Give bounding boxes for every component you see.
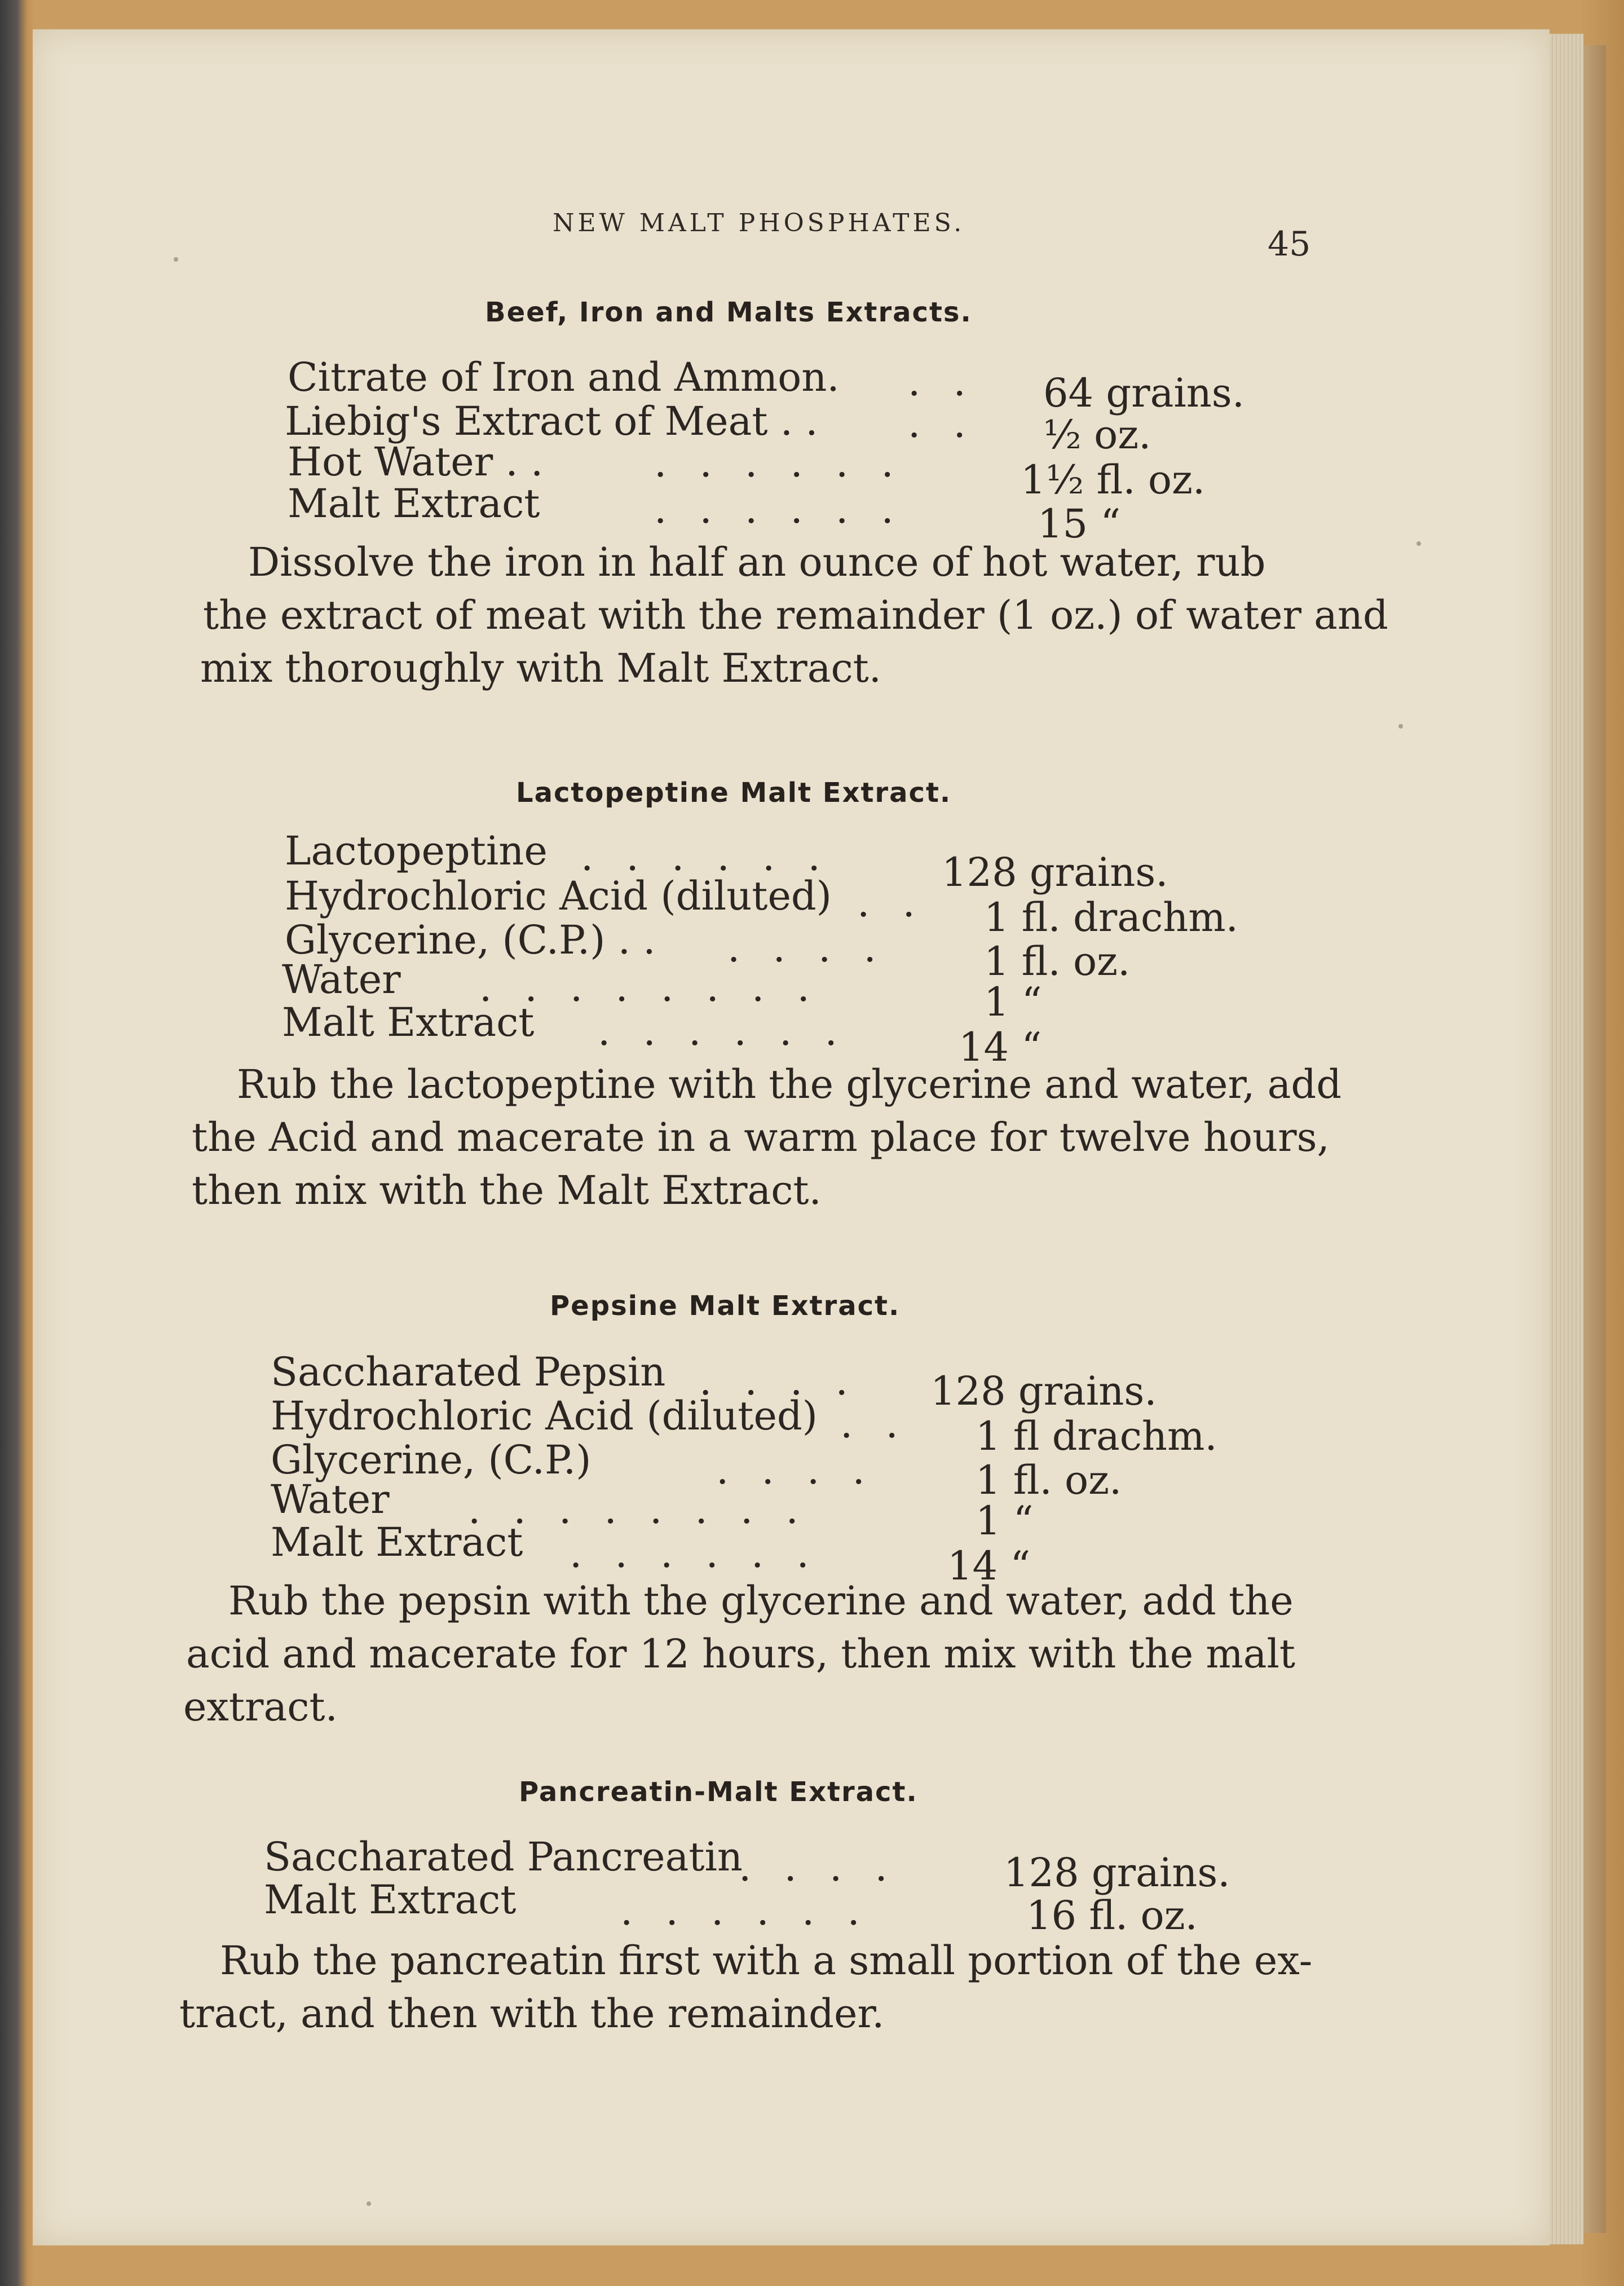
section-title: Beef, Iron and Malts Extracts. — [485, 297, 972, 328]
leader-dots: . . . . . . — [654, 440, 904, 486]
leader-dots: . . . . . . — [581, 833, 831, 880]
paragraph-line: Dissolve the iron in half an ounce of hot water, rub — [248, 539, 1266, 585]
ingredient-quantity: ½ oz. — [1043, 412, 1151, 458]
leader-dots: . . — [908, 400, 976, 447]
ingredient-name: Water — [282, 956, 401, 1003]
ingredient-quantity: 128 grains. — [930, 1368, 1157, 1414]
ingredient-name: Malt Extract — [271, 1519, 523, 1565]
ingredient-name: Water — [271, 1476, 390, 1522]
ingredient-quantity: 64 grains. — [1043, 370, 1245, 416]
leader-dots: . . . . . . . . — [479, 964, 820, 1010]
ingredient-quantity: 14 “ — [959, 1024, 1042, 1070]
ingredient-name: Malt Extract — [288, 480, 540, 527]
paragraph-line: Rub the pepsin with the glycerine and water, add the — [228, 1578, 1294, 1624]
ingredient-quantity: 1 “ — [976, 1498, 1034, 1544]
paragraph-line: tract, and then with the remainder. — [179, 1991, 885, 2037]
paper-speck — [1416, 541, 1421, 546]
paragraph-line: extract. — [183, 1684, 338, 1730]
cover-edge — [1583, 45, 1606, 2233]
ingredient-quantity: 1½ fl. oz. — [1021, 457, 1206, 503]
leader-dots: . . — [857, 880, 925, 926]
section-title: Lactopeptine Malt Extract. — [516, 777, 952, 809]
paragraph-line: the Acid and macerate in a warm place for twelve hours, — [192, 1114, 1330, 1160]
leader-dots: . . . . — [716, 1447, 875, 1493]
ingredient-quantity: 1 fl drachm. — [976, 1413, 1217, 1459]
paragraph-line: Rub the lactopeptine with the glycerine and water, add — [237, 1061, 1342, 1107]
ingredient-name: Lactopeptine — [285, 828, 548, 874]
paragraph-line: acid and macerate for 12 hours, then mix with the malt — [186, 1631, 1296, 1677]
ingredient-quantity: 128 grains. — [1004, 1850, 1230, 1896]
leader-dots: . . . . . . — [570, 1530, 819, 1577]
ingredient-name: Glycerine, (C.P.) . . — [285, 917, 656, 963]
ingredient-quantity: 16 fl. oz. — [1026, 1892, 1198, 1939]
paper-speck — [367, 2201, 371, 2206]
section-title: Pancreatin-Malt Extract. — [519, 1776, 918, 1808]
ingredient-quantity: 15 “ — [1038, 501, 1121, 547]
leader-dots: . . . . . . — [598, 1008, 848, 1054]
paper-speck — [174, 257, 178, 262]
ingredient-quantity: 1 fl. drachm. — [984, 894, 1238, 941]
ingredient-name: Malt Extract — [282, 999, 535, 1045]
leader-dots: . . . . . . — [654, 486, 904, 532]
ingredient-name: Malt Extract — [264, 1877, 517, 1923]
ingredient-name: Hydrochloric Acid (diluted) — [271, 1393, 818, 1439]
page-number: 45 — [1268, 224, 1311, 264]
leader-dots: . . . . . . . . — [468, 1486, 809, 1533]
paper-speck — [1398, 724, 1403, 729]
ingredient-quantity: 1 “ — [984, 979, 1042, 1025]
ingredient-quantity: 1 fl. oz. — [984, 938, 1131, 985]
ingredient-name: Saccharated Pancreatin — [264, 1834, 743, 1880]
ingredient-quantity: 1 fl. oz. — [976, 1457, 1122, 1503]
ingredient-name: Liebig's Extract of Meat . . — [285, 398, 818, 444]
leader-dots: . . . . . . — [620, 1888, 870, 1934]
leader-dots: . . — [840, 1401, 908, 1447]
paragraph-line: the extract of meat with the remainder (1 oz.) of water and — [203, 592, 1388, 638]
section-title: Pepsine Malt Extract. — [550, 1290, 901, 1322]
paragraph-line: Rub the pancreatin first with a small portion of the ex- — [220, 1938, 1313, 1984]
ingredient-name: Glycerine, (C.P.) — [271, 1437, 592, 1483]
paragraph-line: then mix with the Malt Extract. — [192, 1167, 822, 1213]
leader-dots: . . . . — [727, 925, 886, 971]
leader-dots: . . — [908, 359, 976, 405]
leader-dots: . . . . — [739, 1844, 898, 1890]
ingredient-name: Hydrochloric Acid (diluted) — [285, 873, 832, 919]
ingredient-name: Hot Water . . — [288, 439, 544, 485]
running-head: NEW MALT PHOSPHATES. — [553, 209, 965, 237]
page-edges — [1550, 34, 1583, 2244]
ingredient-name: Citrate of Iron and Ammon. — [288, 354, 840, 400]
paragraph-line: mix thoroughly with Malt Extract. — [200, 645, 882, 691]
leader-dots: . . . . — [699, 1358, 858, 1404]
ingredient-quantity: 14 “ — [947, 1543, 1031, 1589]
ingredient-quantity: 128 grains. — [942, 849, 1168, 895]
ingredient-name: Saccharated Pepsin — [271, 1349, 666, 1395]
